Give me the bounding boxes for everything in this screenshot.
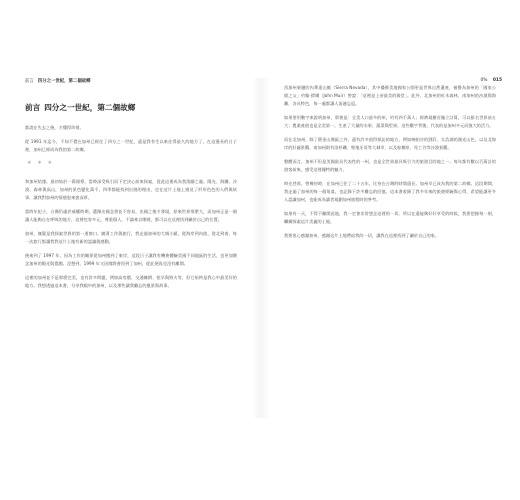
right-page-body <box>284 84 496 246</box>
paragraph: 這裡的加州並不是那麼完美，也有許多問題，例如高房價、交通擁擠、乾旱與野火等，但它始終是我心中最美好的地方。我想透過這本書，分享我眼中的加州，以及那些讓我難忘的風景與故事。 <box>25 275 237 288</box>
paragraph: 而在北加州，除了舊金山灣區之外，還有許多值得探訪的地方，例如納帕谷的酒莊、太浩湖的湖光山色，以及北海岸的壯麗景觀。南加州則有洛杉磯、聖地牙哥等大城市，以及棕櫚泉、死亡谷等沙漠景觀。 <box>284 137 496 150</box>
paragraph: 後來到了 1997 年，因為工作的關係從加州搬到了東岸，這段日子讓我有機會體驗美國不同地區的生活，也更加懷念加州的陽光與寬闊。沒想到，1999 年又因緣際會回到了加州，從此便再也沒有離開。 <box>25 253 237 266</box>
chapter-title-text: 四分之一世紀，第二個故鄉 <box>44 103 136 112</box>
running-head-mark: 0% <box>480 78 488 83</box>
paragraph: 時光荏苒，曾幾何時，在加州已住了二十五年，比待在台灣的時間還長。加州早已成為我的第二故鄉。這段期間，我走遍了加州的每一個角落，也記錄下許多難忘的回憶。這本書收錄了我多年來的旅遊經驗與心得，希望能讓更多人認識加州，也能成為讀者規劃加州旅程時的參考。 <box>284 181 496 202</box>
page-gutter <box>252 78 270 418</box>
paragraph: 當時年紀小，台灣仍處於威權時期，選擇出國念書並不容易。出國之後才發現，原來世界那麼大，而加州正是一個讓人能夠自在呼吸的地方，這裡包容多元，尊重個人，不論來自哪裡，都可以在這裡找到屬於自己的位置。 <box>25 209 237 222</box>
paragraph: 整體而言，加州不但是美國最具代表性的一州，也是全世界最具吸引力的旅遊目的地之一。每年都有數以百萬計的遊客前來，感受這裡獨特的魅力。 <box>284 159 496 172</box>
left-page <box>25 78 237 418</box>
running-head-title: 四分之一世紀，第二個故鄉 <box>37 79 91 84</box>
right-page <box>284 78 502 418</box>
paragraph: 和加州結緣，最初始於一篇報導，當時深受吸引而下定決心前來探索，從此這裡成為我落腳之處。陽光、海灘、沙漠、森林與高山，加州的景色變化萬千，四季都能找到出遊的理由，也在這片土地上遇見了形形色色的人們與故事，讓我對加州的情感愈來愈深厚。 <box>25 179 237 200</box>
paragraph: 我要衷心感謝加州，感謝這片土地帶給我的一切，讓我在這裡找到了屬於自己的家。 <box>284 233 440 238</box>
paragraph: 如果要用數字來說明加州，那會是：全美人口最多的州，約有四千萬人；經濟規模若獨立計算，可以排名世界前五大；農業產值也是全美第一，生產了大量的水果、蔬菜與堅果。這些數字背後，代表的是加州多元而強大的活力。 <box>284 115 496 128</box>
paragraph: 西加州東邊的內華達山脈（Sierra Nevada），其中優勝美地國家公園更是世界自然遺產，被譽為加州的「國家公園之父」約翰·繆爾（John Muir）曾說：「這裡是上帝最美的殿堂」。此外，北加州的紅木森林、南加州的沙漠與海灘，各具特色，每一處都讓人流連忘返。 <box>284 85 496 106</box>
left-page-body <box>25 124 237 296</box>
paragraph: 加州，無疑是我探索世界的第一道窗口。隨著工作與旅行，我走過加州的大城小鎮，從海岸到內陸，從北到南，每一次旅行都讓我對這片土地有新的認識與感動。 <box>25 231 237 244</box>
chapter-title <box>25 102 135 113</box>
running-head-section: 前言 <box>25 79 34 84</box>
section-break-stars: ＊＊＊ <box>27 161 59 166</box>
paragraph: 從 1991 年迄今，不知不覺在加州已經住了四分之一世紀，還是我有生以來住得最久的地方了。在這漫長的日子裡，加州已經成為我的第二故鄉。 <box>25 139 237 152</box>
page-number: 015 <box>492 78 502 83</box>
chapter-label: 前言 <box>25 103 41 112</box>
running-head-left <box>25 78 91 84</box>
paragraph: 如果有一天，不得不離開此地，我一定會非常想念這裡的一切。所以在還能夠好好享受的時候，我要把握每一刻，繼續探索這片美麗的土地。 <box>284 211 496 224</box>
paragraph: 都說在失去之後，才懂得珍惜。 <box>25 125 84 130</box>
running-head-right <box>480 78 502 83</box>
